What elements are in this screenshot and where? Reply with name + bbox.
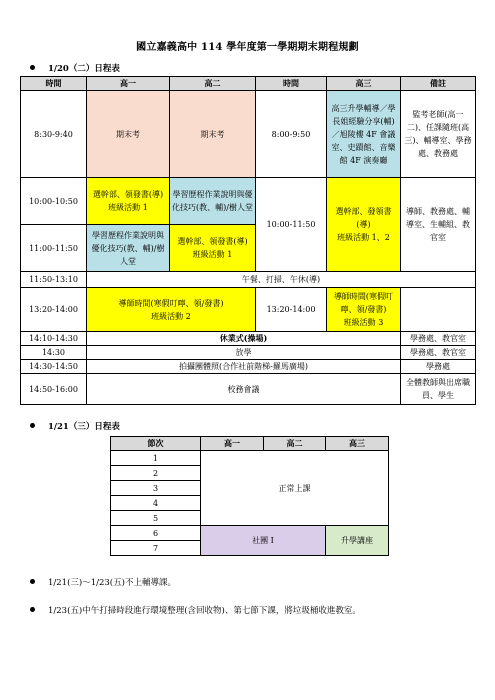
grade12-cell: 導師時間(寒假叮嚀、領/發書) 班級活動 2: [87, 288, 256, 332]
period-cell: 5: [111, 511, 201, 526]
page-title: 國立嘉義高中 114 學年度第一學期期末期程規劃: [136, 42, 359, 53]
schedule-table-0120: [20, 76, 476, 405]
time-cell: 10:00-10:50: [21, 178, 87, 225]
time-cell: 11:50-13:10: [21, 272, 87, 288]
time-cell: 14:10-14:30: [21, 332, 87, 346]
section-heading-1120: [30, 62, 120, 74]
grade2-cell: 學習歷程作業說明與優化技巧(教、輔)/樹人堂: [170, 178, 256, 225]
grade1-cell: 期末考: [87, 91, 170, 178]
grade1-cell: 選幹部、領發書(導) 班級活動 1: [87, 178, 170, 225]
note-cell: 學務處、教官室: [401, 332, 476, 346]
grade3-cell: 選幹部、發領書(導) 班級活動 1、2: [327, 178, 401, 272]
table-row: [21, 360, 476, 374]
col-header: 時間: [256, 77, 327, 91]
col-header: 時間: [21, 77, 87, 91]
prep-lecture-cell: 升學講座: [326, 526, 389, 556]
grade2-cell: 期末考: [170, 91, 256, 178]
time-cell: 11:00-11:50: [21, 225, 87, 272]
period-cell: 4: [111, 496, 201, 511]
table-row: [21, 272, 476, 288]
col-header: 高一: [87, 77, 170, 91]
bullet-icon: [30, 65, 35, 70]
table-header-row: [111, 437, 389, 451]
bullet-icon: [30, 423, 35, 428]
note-cell: 學務處: [401, 360, 476, 374]
grade2-cell: 選幹部、領發書(導) 班級活動 1: [170, 225, 256, 272]
time-cell: 8:30-9:40: [21, 91, 87, 178]
grade3-cell: 導師時間(寒假叮嚀、領/發書) 班級活動 3: [327, 288, 401, 332]
schedule-table-0121: [110, 436, 389, 556]
club-cell: 社團 I: [201, 526, 326, 556]
grade1-cell: 學習歷程作業說明與優化技巧(教、輔)/樹人堂: [87, 225, 170, 272]
col-header: 高三: [326, 437, 389, 451]
note-cleanup: [30, 604, 361, 616]
note-text: 1/21(三)～1/23(五)不上輔導課。: [48, 578, 176, 588]
col-header: 節次: [111, 437, 201, 451]
bullet-icon: [30, 579, 35, 584]
bullet-icon: [30, 607, 35, 612]
lunch-cell: 午餐、打掃、午休(導): [87, 272, 476, 288]
period-cell: 6: [111, 526, 201, 541]
time-cell: 10:00-11:50: [256, 178, 327, 272]
normal-class-cell: 正常上課: [201, 451, 389, 526]
time-cell: 13:20-14:00: [21, 288, 87, 332]
col-header: 高三: [327, 77, 401, 91]
period-cell: 2: [111, 466, 201, 481]
note-cell: 監考老師(高一二)、任課隨班(高三)、輔導室、學務處、教務處: [401, 91, 476, 178]
group-photo-cell: 拍攝團體照(合作社前階梯-羅馬廣場): [87, 360, 401, 374]
note-text: 1/23(五)中午打掃時段進行環境整理(含回收物)、第七節下課，將垃圾桶收進教室。: [48, 606, 361, 616]
note-cell: [401, 288, 476, 332]
time-cell: 14:50-16:00: [21, 374, 87, 405]
grade3-cell: 高三升學輔導／學長姐經驗分享(輔)／旭陵樓 4F 會議室、史蹟館、音樂館 4F 演奏廳: [327, 91, 401, 178]
time-cell: 13:20-14:00: [256, 288, 327, 332]
table-row: [21, 91, 476, 178]
table-header-row: [21, 77, 476, 91]
col-header: 高二: [170, 77, 256, 91]
col-header: 高二: [264, 437, 326, 451]
time-cell: 8:00-9:50: [256, 91, 327, 178]
period-cell: 7: [111, 541, 201, 556]
staff-meeting-cell: 校務會議: [87, 374, 401, 405]
time-cell: 14:30: [21, 346, 87, 360]
note-cell: 全體教師與出席職員、學生: [401, 374, 476, 405]
col-header: 備註: [401, 77, 476, 91]
table-row: [21, 288, 476, 332]
time-cell: 14:30-14:50: [21, 360, 87, 374]
table-row: [21, 346, 476, 360]
table-row: [21, 178, 476, 225]
section-heading-1121: [30, 420, 120, 432]
period-cell: 1: [111, 451, 201, 466]
dismissal-cell: 放學: [87, 346, 401, 360]
table-row: [21, 374, 476, 405]
period-cell: 3: [111, 481, 201, 496]
note-cell: 導師、教務處、輔導室、生輔組、教官室: [401, 178, 476, 272]
section-heading-text: 1/21（三）日程表: [48, 422, 120, 432]
table-row: [111, 526, 389, 541]
col-header: 高一: [201, 437, 264, 451]
note-no-tutoring: [30, 576, 176, 588]
closing-ceremony-cell: 休業式(操場): [87, 332, 401, 346]
table-row: [21, 332, 476, 346]
section-heading-text: 1/20（二）日程表: [48, 64, 120, 74]
note-cell: 學務處、教官室: [401, 346, 476, 360]
table-row: [111, 451, 389, 466]
